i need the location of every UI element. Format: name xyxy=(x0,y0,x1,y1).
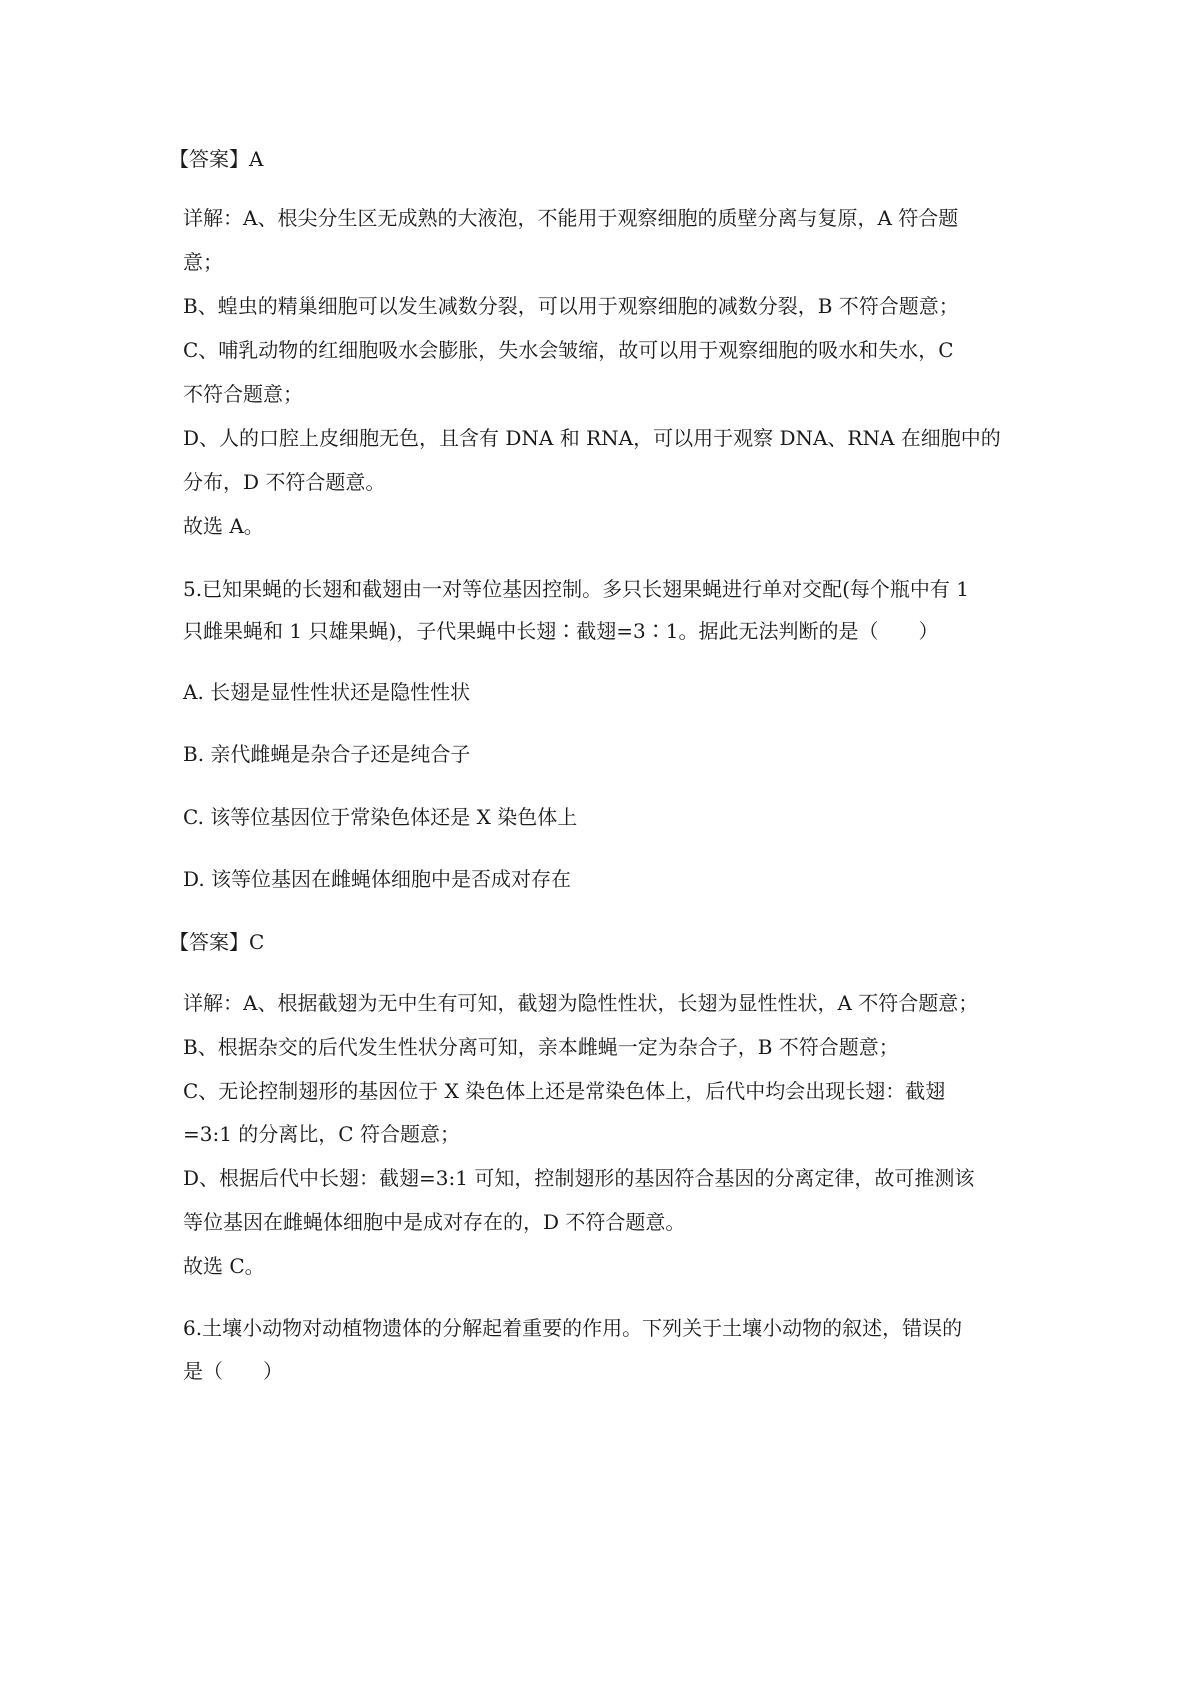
q5-conclusion: 故选 C。 xyxy=(183,1254,265,1278)
q5-detail-line: =3:1 的分离比，C 符合题意； xyxy=(183,1122,460,1146)
q5-detail-line: D、根据后代中长翅：截翅=3:1 可知，控制翅形的基因符合基因的分离定律，故可推测该 xyxy=(183,1166,975,1190)
q4-conclusion: 故选 A。 xyxy=(183,514,264,538)
q5-stem: 只雌果蝇和 1 只雄果蝇)，子代果蝇中长翅∶截翅=3∶1。据此无法判断的是（ ） xyxy=(183,619,939,643)
q6-stem: 是（ ） xyxy=(183,1359,283,1383)
q4-detail-line: B、蝗虫的精巢细胞可以发生减数分裂，可以用于观察细胞的减数分裂，B 不符合题意； xyxy=(183,294,959,318)
q5-detail-line: 详解：A、根据截翅为无中生有可知，截翅为隐性性状，长翅为显性性状，A 不符合题意； xyxy=(183,991,979,1015)
q5-detail-line: C、无论控制翅形的基因位于 X 染色体上还是常染色体上，后代中均会出现长翅：截翅 xyxy=(183,1079,946,1103)
q5-option-d: D. 该等位基因在雌蝇体细胞中是否成对存在 xyxy=(183,867,572,891)
q5-option-c: C. 该等位基因位于常染色体还是 X 染色体上 xyxy=(183,805,578,829)
q5-answer: 【答案】C xyxy=(169,930,265,954)
q5-detail-line: 等位基因在雌蝇体细胞中是成对存在的，D 不符合题意。 xyxy=(183,1210,686,1234)
q5-detail-line: B、根据杂交的后代发生性状分离可知，亲本雌蝇一定为杂合子，B 不符合题意； xyxy=(183,1035,899,1059)
q4-detail-line: C、哺乳动物的红细胞吸水会膨胀，失水会皱缩，故可以用于观察细胞的吸水和失水，C xyxy=(183,338,954,362)
q4-detail-line: D、人的口腔上皮细胞无色，且含有 DNA 和 RNA，可以用于观察 DNA、RNA 在细胞中的 xyxy=(183,426,1001,450)
q6-stem: 6.土壤小动物对动植物遗体的分解起着重要的作用。下列关于土壤小动物的叙述，错误的 xyxy=(183,1316,963,1340)
q4-detail-line: 意； xyxy=(183,250,223,274)
q4-detail-line: 分布，D 不符合题意。 xyxy=(183,470,386,494)
q5-option-a: A. 长翅是显性性状还是隐性性状 xyxy=(183,680,471,704)
q4-answer: 【答案】A xyxy=(169,147,264,171)
q4-detail-line: 不符合题意； xyxy=(183,382,303,406)
q5-option-b: B. 亲代雌蝇是杂合子还是纯合子 xyxy=(183,742,471,766)
q5-stem: 5.已知果蝇的长翅和截翅由一对等位基因控制。多只长翅果蝇进行单对交配(每个瓶中有 1 xyxy=(183,577,969,601)
q4-detail-line: 详解：A、根尖分生区无成熟的大液泡，不能用于观察细胞的质壁分离与复原，A 符合题 xyxy=(183,206,959,230)
